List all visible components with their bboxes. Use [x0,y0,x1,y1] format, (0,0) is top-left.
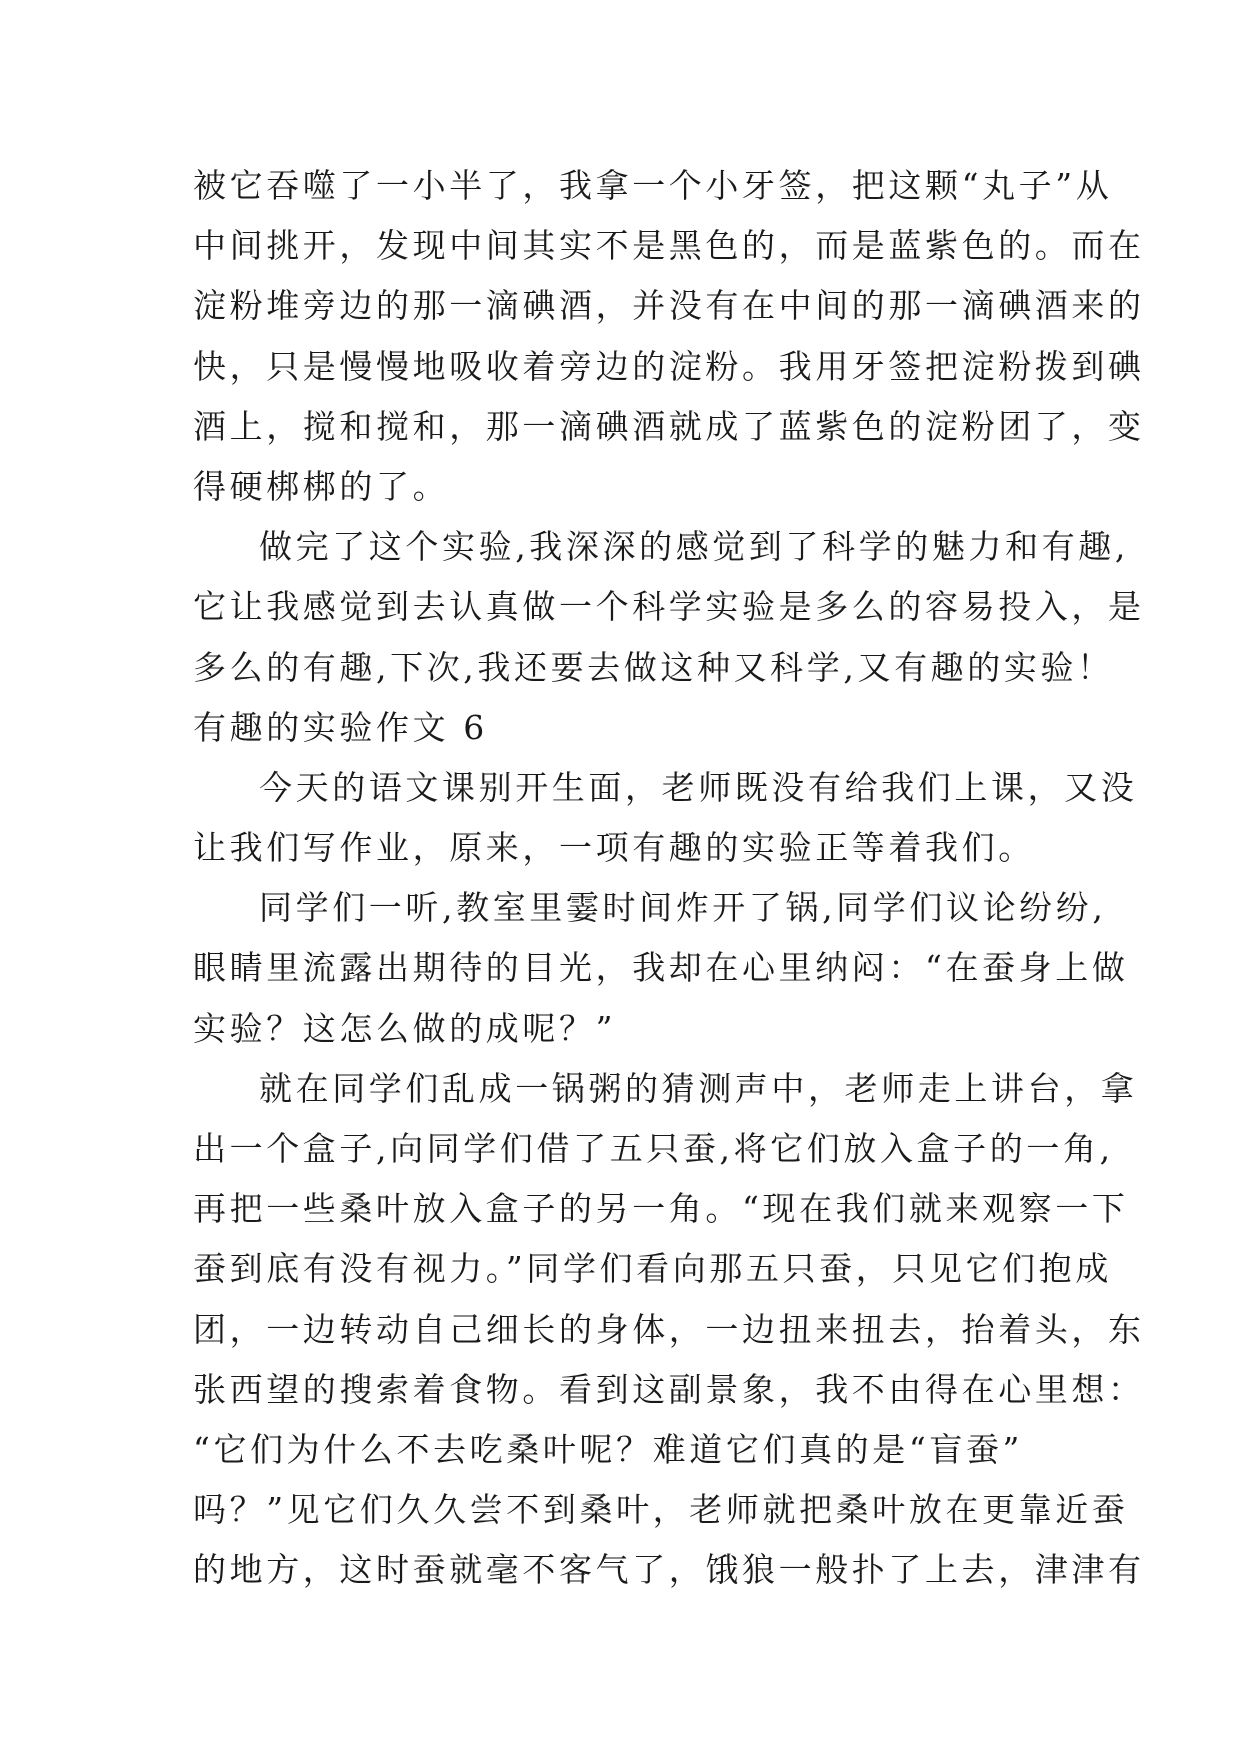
text-line: 实验？这怎么做的成呢？” [193,1008,617,1048]
text-line: 它让我感觉到去认真做一个科学实验是多么的容易投入，是 [193,587,1145,627]
text-line: 被它吞噬了一小半了，我拿一个小牙签，把这颗“丸子”从 [193,166,1113,205]
text-line: 蚕到底有没有视力。”同学们看向那五只蚕，只见它们抱成 [193,1249,1112,1289]
essay-text [193,156,1145,1601]
section-heading: 有趣的实验作文 6 [193,707,488,747]
text-line: 的地方，这时蚕就毫不客气了，饿狼一般扑了上去，津津有 [193,1550,1145,1590]
text-line: 酒上，搅和搅和，那一滴碘酒就成了蓝紫色的淀粉团了，变 [193,406,1145,446]
text-line: 出一个盒子,向同学们借了五只蚕,将它们放入盒子的一角, [193,1129,1114,1168]
paragraph-start-line: 同学们一听,教室里霎时间炸开了锅,同学们议论纷纷, [259,888,1107,928]
text-line: 再把一些桑叶放入盒子的另一角。“现在我们就来观察一下 [193,1189,1129,1229]
text-line: “它们为什么不去吃桑叶呢？难道它们真的是“盲蚕” [193,1429,1024,1469]
text-line: 团，一边转动自己细长的身体，一边扭来扭去，抬着头，东 [193,1309,1145,1349]
text-line: 快，只是慢慢地吸收着旁边的淀粉。我用牙签把淀粉拨到碘 [193,346,1145,386]
text-line: 多么的有趣,下次,我还要去做这种又科学,又有趣的实验！ [193,647,1114,687]
paragraph-start-line: 就在同学们乱成一锅粥的猜测声中，老师走上讲台，拿 [259,1068,1138,1108]
text-line: 中间挑开，发现中间其实不是黑色的，而是蓝紫色的。而在 [193,226,1145,266]
text-line: 淀粉堆旁边的那一滴碘酒，并没有在中间的那一滴碘酒来的 [193,286,1145,326]
text-line: 得硬梆梆的了。 [193,466,450,506]
paragraph-start-line: 今天的语文课别开生面，老师既没有给我们上课，又没 [259,767,1138,807]
text-line: 张西望的搜索着食物。看到这副景象，我不由得在心里想： [193,1369,1145,1409]
text-line: 吗？”见它们久久尝不到桑叶，老师就把桑叶放在更靠近蚕 [193,1490,1129,1530]
text-line: 眼睛里流露出期待的目光，我却在心里纳闷：“在蚕身上做 [193,948,1129,988]
text-line: 让我们写作业，原来，一项有趣的实验正等着我们。 [193,828,1035,868]
paragraph-start-line: 做完了这个实验,我深深的感觉到了科学的魅力和有趣, [259,527,1129,567]
